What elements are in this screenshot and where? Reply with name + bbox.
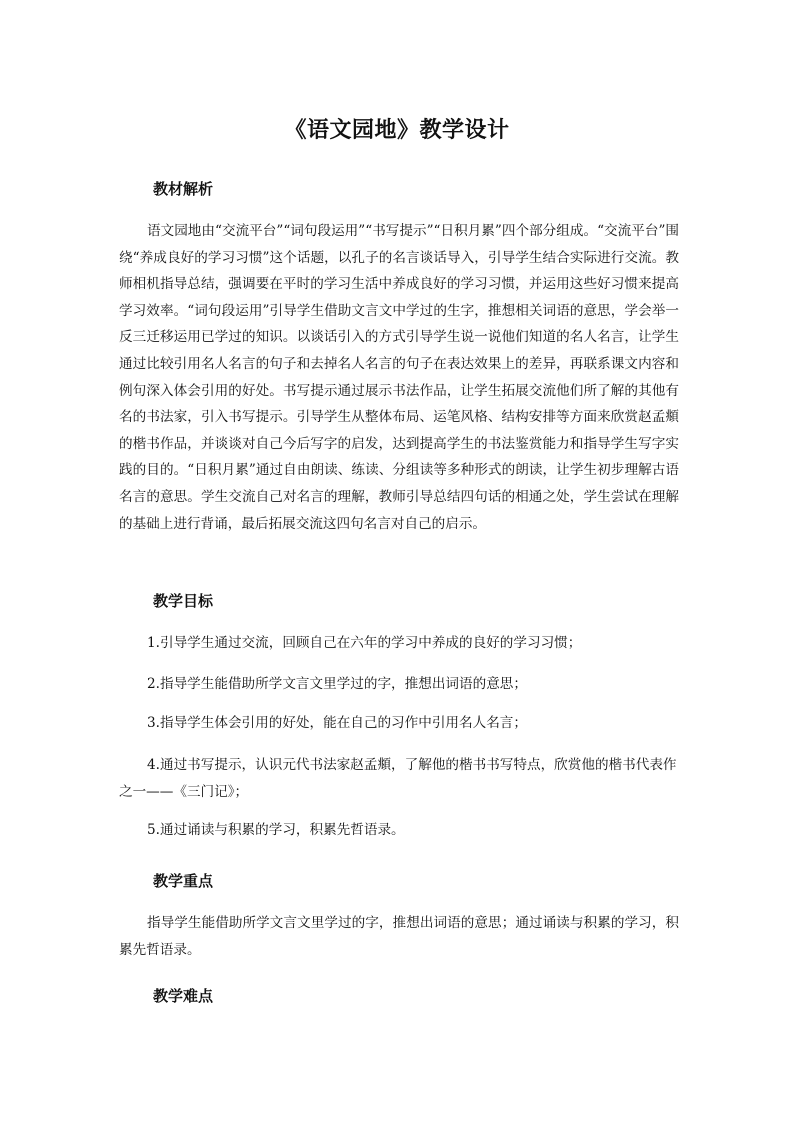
section-heading-analysis: 教材解析 [153,180,214,198]
section-heading-difficulties: 教学难点 [153,987,214,1005]
objective-item: 3.指导学生体会引用的好处，能在自己的习作中引用名人名言； [147,715,527,731]
section-heading-objectives: 教学目标 [153,592,214,610]
objective-item: 1.引导学生通过交流，回顾自己在六年的学习中养成的良好的学习习惯； [147,635,582,651]
objective-item: 4.通过书写提示，认识元代书法家赵孟頫，了解他的楷书书写特点，欣赏他的楷书代表作之一——《三门记》； [119,757,677,800]
section-heading-key-points: 教学重点 [153,872,214,890]
objective-item: 5.通过诵读与积累的学习，积累先哲语录。 [147,822,405,838]
analysis-body [119,218,679,537]
analysis-paragraph: 语文园地由“交流平台”“词句段运用”“书写提示”“日积月累”四个部分组成。“交流平台”围绕“养成良好的学习习惯”这个话题，以孔子的名言谈话导入，引导学生结合实际进行交流。教师相机指导总结，强调要在平时的学习生活中养成良好的学习习惯，并运用这些好习惯来提高学习效率。“词句段运用”引导学生借助文言文中学过的生字，推想相关词语的意思，学会举一反三迁移运用已学过的知识。以谈话引入的方式引导学生说一说他们知道的名人名言，让学生通过比较引用名人名言的句子和去掉名人名言的句子在表达效果上的差异，再联系课文内容和例句深入体会引用的好处。书写提示通过展示书法作品，让学生拓展交流他们所了解的其他有名的书法家，引入书写提示。引导学生从整体布局、运笔风格、结构安排等方面来欣赏赵孟頫的楷书作品，并谈谈对自己今后写字的启发，达到提高学生的书法鉴赏能力和指导学生写字实践的目的。“日积月累”通过自由朗读、练读、分组读等多种形式的朗读，让学生初步理解古语名言的意思。学生交流自己对名言的理解，教师引导总结四句话的相通之处，学生尝试在理解的基础上进行背诵，最后拓展交流这四句名言对自己的启示。 [119,223,679,532]
key-points-paragraph: 指导学生能借助所学文言文里学过的字，推想出词语的意思；通过诵读与积累的学习，积累先哲语录。 [119,915,679,958]
objective-item: 2.指导学生能借助所学文言文里学过的字，推想出词语的意思； [147,676,527,692]
document-title: 《语文园地》教学设计 [284,117,510,143]
key-points-body [119,910,679,963]
